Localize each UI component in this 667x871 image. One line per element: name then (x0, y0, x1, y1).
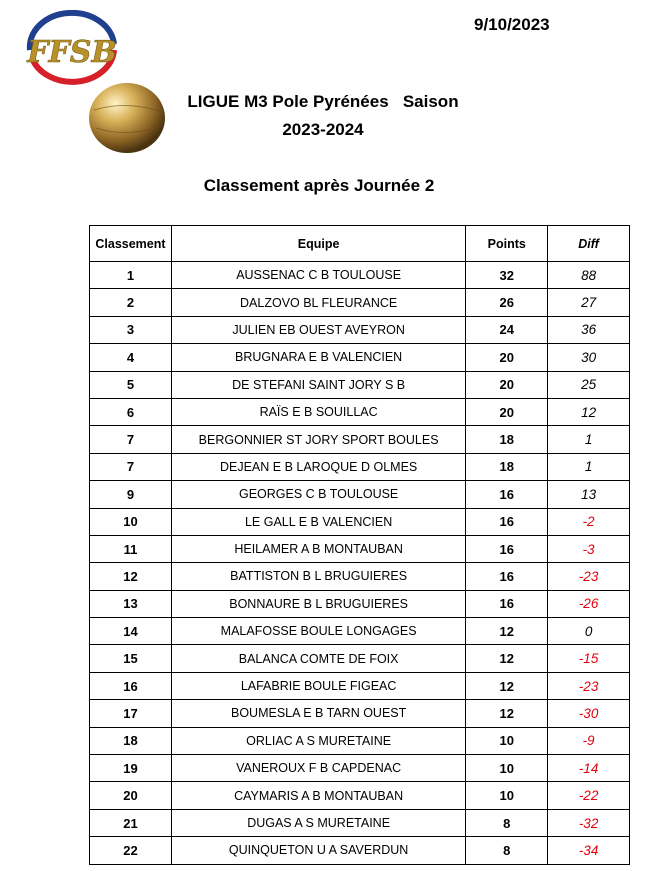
table-row (90, 672, 630, 699)
table-row (90, 289, 630, 316)
rank-cell: 9 (90, 481, 172, 508)
table-row (90, 426, 630, 453)
ffsb-logo (22, 10, 122, 88)
team-cell: BATTISTON B L BRUGUIERES (171, 563, 465, 590)
team-cell: AUSSENAC C B TOULOUSE (171, 262, 465, 289)
rank-cell: 20 (90, 782, 172, 809)
team-cell: BOUMESLA E B TARN OUEST (171, 700, 465, 727)
table-row (90, 618, 630, 645)
team-cell: DEJEAN E B LAROQUE D OLMES (171, 453, 465, 480)
rank-cell: 2 (90, 289, 172, 316)
diff-cell: -30 (548, 700, 630, 727)
table-row (90, 727, 630, 754)
diff-cell: 88 (548, 262, 630, 289)
column-header-diff: Diff (548, 226, 630, 262)
diff-cell: -34 (548, 837, 630, 864)
logo-text: FFSB (27, 35, 117, 70)
points-cell: 10 (466, 782, 548, 809)
team-cell: DE STEFANI SAINT JORY S B (171, 371, 465, 398)
table-row (90, 590, 630, 617)
column-header-points: Points (466, 226, 548, 262)
diff-cell: -22 (548, 782, 630, 809)
rank-cell: 16 (90, 672, 172, 699)
points-cell: 12 (466, 645, 548, 672)
points-cell: 16 (466, 535, 548, 562)
team-cell: VANEROUX F B CAPDENAC (171, 755, 465, 782)
team-cell: BERGONNIER ST JORY SPORT BOULES (171, 426, 465, 453)
rank-cell: 21 (90, 809, 172, 836)
team-cell: QUINQUETON U A SAVERDUN (171, 837, 465, 864)
points-cell: 8 (466, 837, 548, 864)
team-cell: ORLIAC A S MURETAINE (171, 727, 465, 754)
points-cell: 18 (466, 453, 548, 480)
rank-cell: 7 (90, 453, 172, 480)
team-cell: BRUGNARA E B VALENCIEN (171, 344, 465, 371)
team-cell: RAÏS E B SOUILLAC (171, 398, 465, 425)
points-cell: 16 (466, 481, 548, 508)
table-row (90, 782, 630, 809)
points-cell: 16 (466, 563, 548, 590)
diff-cell: 0 (548, 618, 630, 645)
diff-cell: 25 (548, 371, 630, 398)
points-cell: 16 (466, 508, 548, 535)
rank-cell: 18 (90, 727, 172, 754)
points-cell: 12 (466, 700, 548, 727)
team-cell: HEILAMER A B MONTAUBAN (171, 535, 465, 562)
table-row (90, 508, 630, 535)
diff-cell: 36 (548, 316, 630, 343)
table-row (90, 563, 630, 590)
diff-cell: -3 (548, 535, 630, 562)
table-row (90, 344, 630, 371)
title-line-2: 2023-2024 (282, 120, 364, 139)
column-header-team: Equipe (171, 226, 465, 262)
rank-cell: 12 (90, 563, 172, 590)
diff-cell: 13 (548, 481, 630, 508)
rank-cell: 4 (90, 344, 172, 371)
table-row (90, 371, 630, 398)
points-cell: 20 (466, 371, 548, 398)
table-row (90, 837, 630, 864)
standings-table (89, 225, 630, 865)
rank-cell: 19 (90, 755, 172, 782)
diff-cell: 12 (548, 398, 630, 425)
date: 9/10/2023 (474, 15, 550, 34)
table-row (90, 809, 630, 836)
table-row (90, 316, 630, 343)
points-cell: 8 (466, 809, 548, 836)
title-line-1: LIGUE M3 Pole Pyrénées Saison (187, 92, 459, 111)
points-cell: 10 (466, 755, 548, 782)
league-title (168, 88, 478, 144)
team-cell: DUGAS A S MURETAINE (171, 809, 465, 836)
table-row (90, 398, 630, 425)
points-cell: 24 (466, 316, 548, 343)
diff-cell: 1 (548, 426, 630, 453)
points-cell: 16 (466, 590, 548, 617)
points-cell: 20 (466, 344, 548, 371)
points-cell: 20 (466, 398, 548, 425)
diff-cell: 30 (548, 344, 630, 371)
rank-cell: 5 (90, 371, 172, 398)
team-cell: MALAFOSSE BOULE LONGAGES (171, 618, 465, 645)
rank-cell: 13 (90, 590, 172, 617)
table-row (90, 262, 630, 289)
rank-cell: 11 (90, 535, 172, 562)
rank-cell: 1 (90, 262, 172, 289)
petanque-ball-icon (86, 80, 168, 155)
rank-cell: 15 (90, 645, 172, 672)
team-cell: DALZOVO BL FLEURANCE (171, 289, 465, 316)
table-row (90, 645, 630, 672)
table-row (90, 481, 630, 508)
rank-cell: 3 (90, 316, 172, 343)
table-row (90, 755, 630, 782)
diff-cell: -15 (548, 645, 630, 672)
points-cell: 10 (466, 727, 548, 754)
table-row (90, 700, 630, 727)
diff-cell: 27 (548, 289, 630, 316)
diff-cell: 1 (548, 453, 630, 480)
team-cell: BONNAURE B L BRUGUIERES (171, 590, 465, 617)
rank-cell: 10 (90, 508, 172, 535)
team-cell: GEORGES C B TOULOUSE (171, 481, 465, 508)
table-row (90, 453, 630, 480)
diff-cell: -9 (548, 727, 630, 754)
diff-cell: -14 (548, 755, 630, 782)
table-row (90, 535, 630, 562)
team-cell: JULIEN EB OUEST AVEYRON (171, 316, 465, 343)
team-cell: LAFABRIE BOULE FIGEAC (171, 672, 465, 699)
rank-cell: 7 (90, 426, 172, 453)
table-header-row (90, 226, 630, 262)
rank-cell: 6 (90, 398, 172, 425)
rank-cell: 22 (90, 837, 172, 864)
points-cell: 26 (466, 289, 548, 316)
rank-cell: 17 (90, 700, 172, 727)
diff-cell: -23 (548, 672, 630, 699)
column-header-rank: Classement (90, 226, 172, 262)
diff-cell: -32 (548, 809, 630, 836)
team-cell: LE GALL E B VALENCIEN (171, 508, 465, 535)
diff-cell: -2 (548, 508, 630, 535)
team-cell: CAYMARIS A B MONTAUBAN (171, 782, 465, 809)
standings-subtitle: Classement après Journée 2 (203, 176, 435, 195)
team-cell: BALANCA COMTE DE FOIX (171, 645, 465, 672)
points-cell: 12 (466, 618, 548, 645)
points-cell: 18 (466, 426, 548, 453)
diff-cell: -23 (548, 563, 630, 590)
points-cell: 12 (466, 672, 548, 699)
rank-cell: 14 (90, 618, 172, 645)
diff-cell: -26 (548, 590, 630, 617)
points-cell: 32 (466, 262, 548, 289)
